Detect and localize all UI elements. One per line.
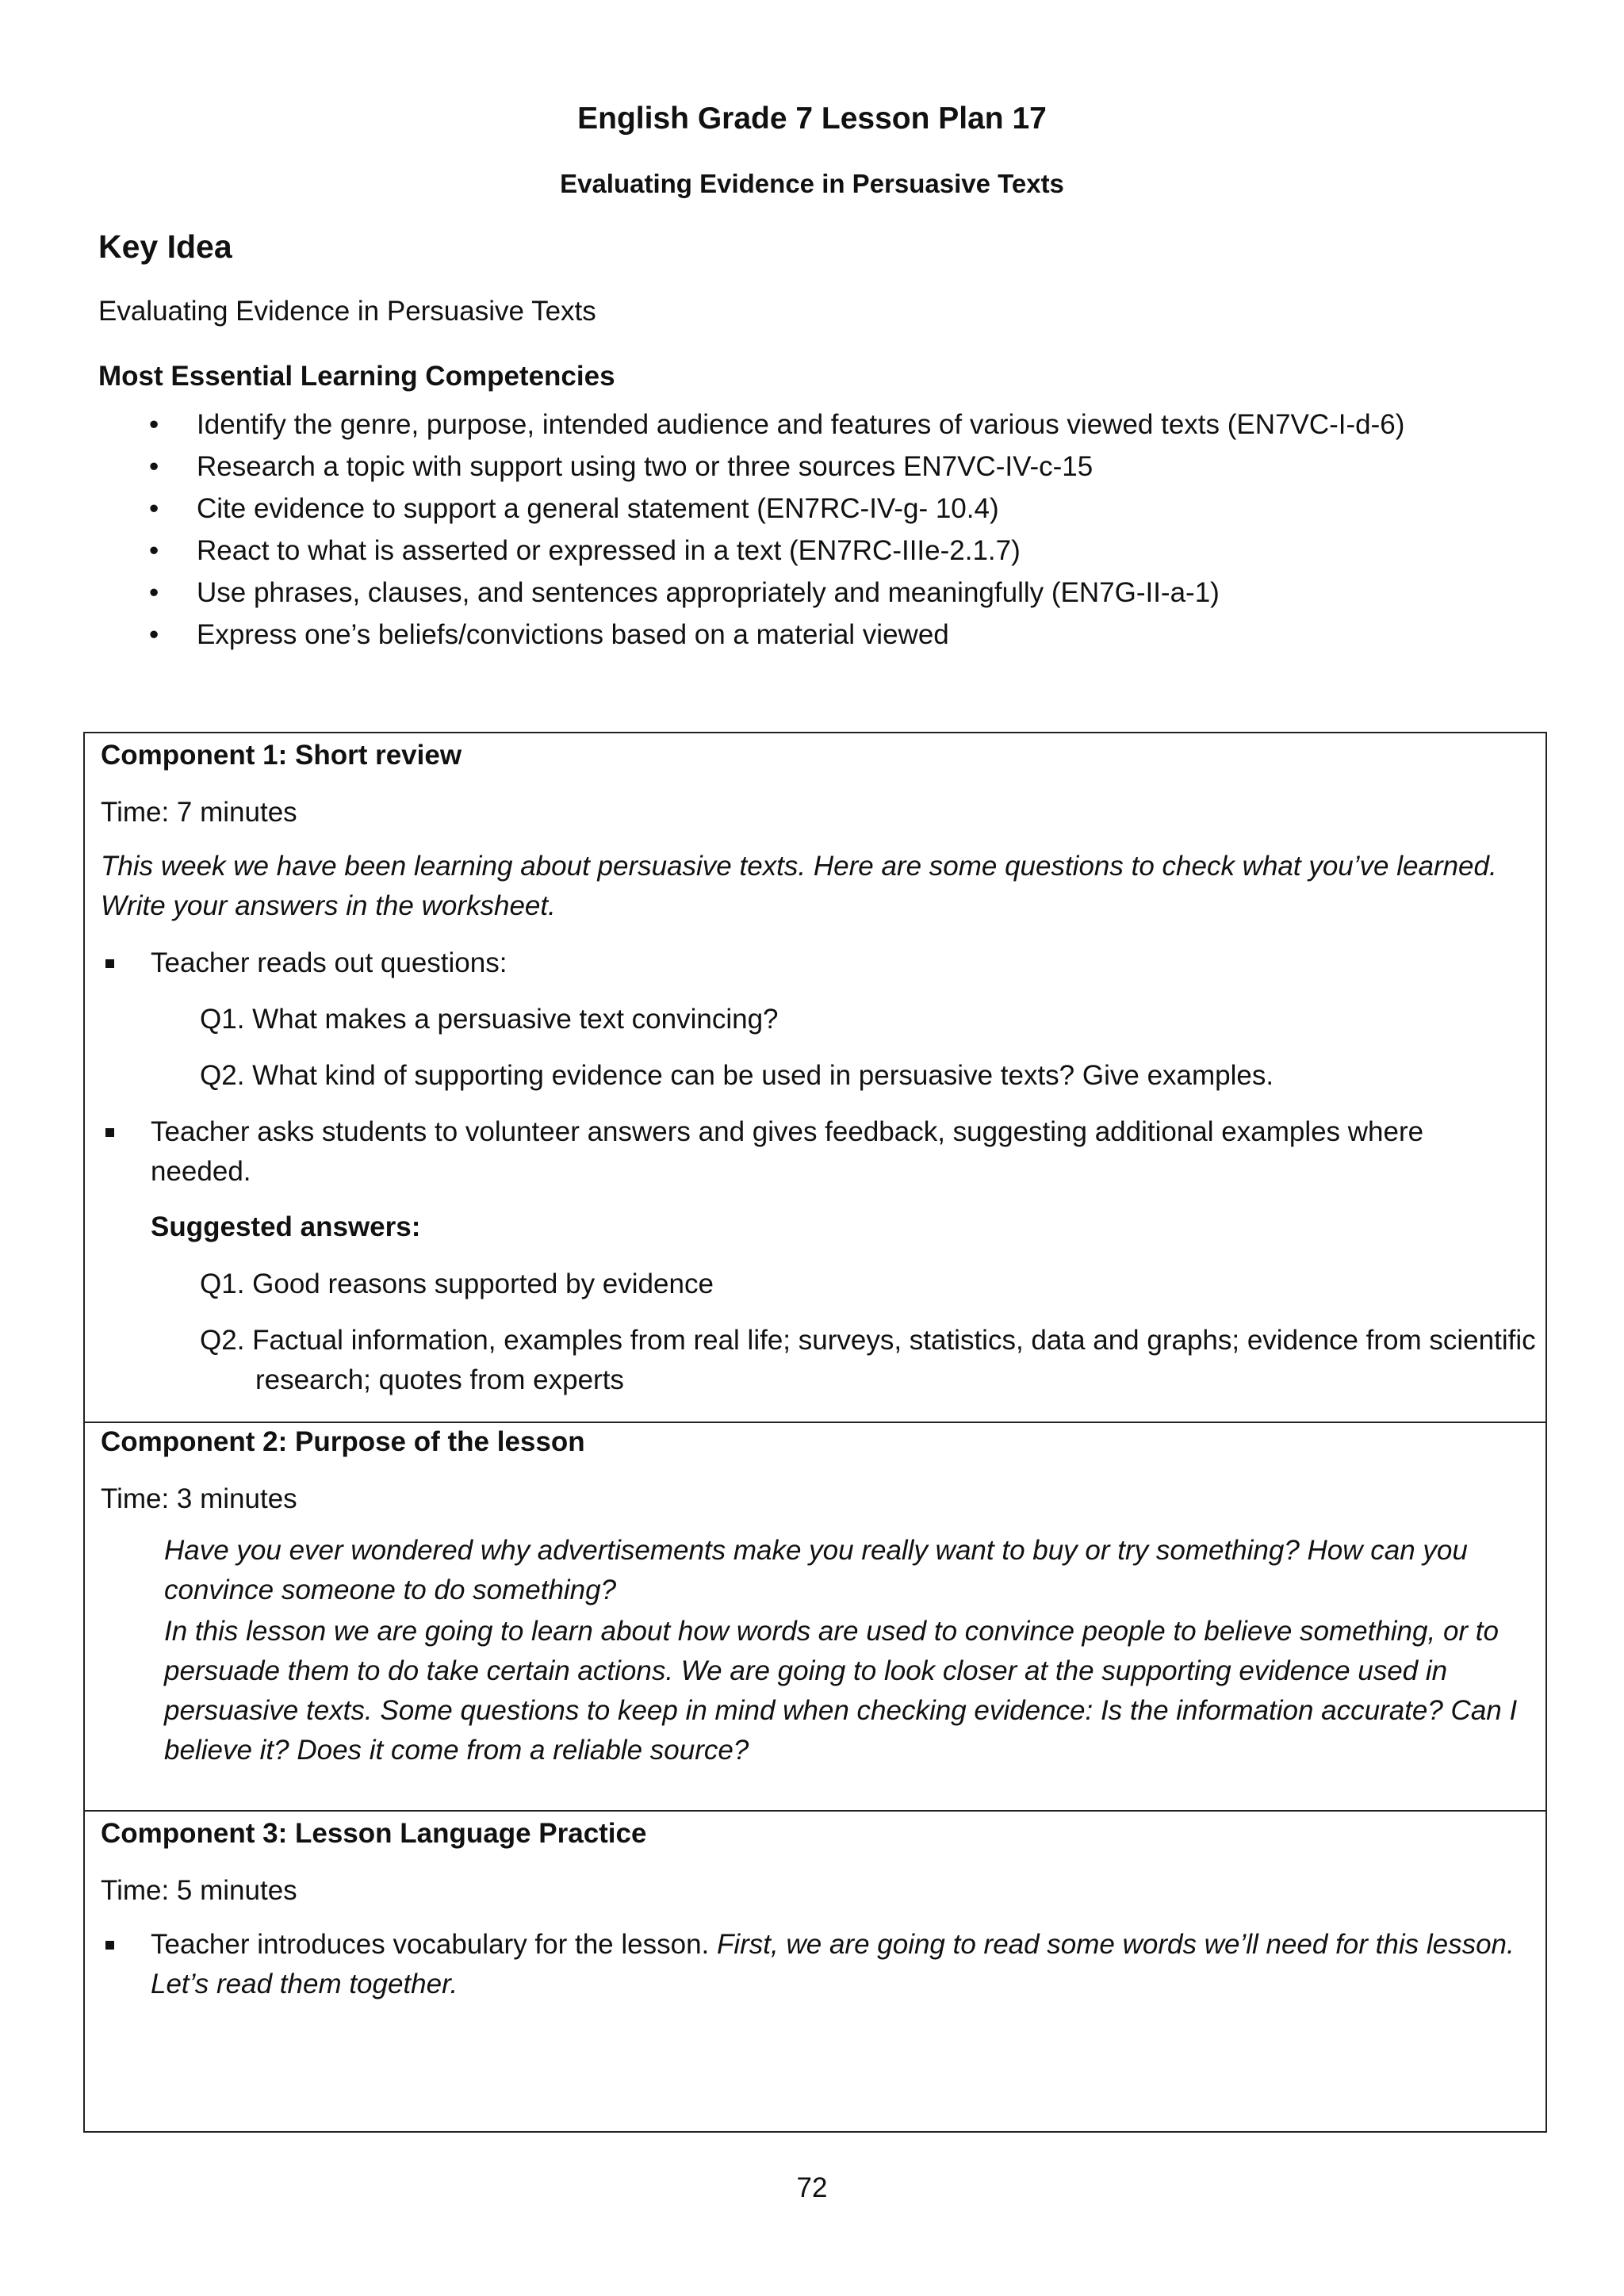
bullet-icon: •	[149, 451, 159, 482]
component-1-step-1: Teacher reads out questions:	[101, 943, 1528, 983]
answer-2: Q2. Factual information, examples from real life; surveys, statistics, data and graphs; evidence from scientific research; quotes from experts	[200, 1325, 1536, 1395]
key-idea-text: Evaluating Evidence in Persuasive Texts	[98, 296, 596, 327]
melc-item: • Express one’s beliefs/convictions based on a material viewed	[98, 614, 1494, 655]
page-title: English Grade 7 Lesson Plan 17	[577, 101, 1047, 136]
question-2: Q2. What kind of supporting evidence can be used in persuasive texts? Give examples.	[200, 1060, 1274, 1091]
suggested-answers-heading: Suggested answers:	[151, 1211, 421, 1242]
square-bullet-icon	[105, 959, 114, 968]
melc-item: • Cite evidence to support a general statement (EN7RC-IV-g- 10.4)	[98, 488, 1494, 529]
melc-list	[98, 404, 1494, 656]
component-1-step-2: Teacher asks students to volunteer answers and gives feedback, suggesting additional examples where needed.	[101, 1112, 1528, 1192]
melc-heading: Most Essential Learning Competencies	[98, 361, 615, 392]
melc-item: • Research a topic with support using two or three sources EN7VC-IV-c-15	[98, 446, 1494, 487]
melc-item: • Identify the genre, purpose, intended audience and features of various viewed texts (EN7VC-I-d-6)	[98, 404, 1494, 445]
component-1-time: Time: 7 minutes	[101, 797, 297, 828]
page-number: 72	[796, 2172, 828, 2203]
melc-item: • React to what is asserted or expressed in a text (EN7RC-IIIe-2.1.7)	[98, 530, 1494, 571]
component-3-time: Time: 5 minutes	[101, 1875, 297, 1906]
component-1-intro: This week we have been learning about persuasive texts. Here are some questions to check what you’ve learned. Write your answers in the worksheet.	[101, 851, 1497, 921]
bullet-icon: •	[149, 619, 159, 650]
bullet-icon: •	[149, 577, 159, 608]
component-2-paragraph-2: In this lesson we are going to learn about how words are used to convince people to believe something, or to persuade them to do take certain actions. We are going to look closer at the supporting evidence used in persuasive texts. Some questions to keep in mind when checking evidence: Is the information accurate? Can I believe it? Does it come from a reliable source?	[164, 1616, 1518, 1766]
component-2-time: Time: 3 minutes	[101, 1483, 297, 1514]
component-3-title: Component 3: Lesson Language Practice	[101, 1818, 647, 1849]
component-3-step-1: Teacher introduces vocabulary for the lesson. First, we are going to read some words we’ll need for this lesson. Let’s read them together.	[101, 1925, 1528, 2004]
bullet-icon: •	[149, 535, 159, 566]
component-1-title: Component 1: Short review	[101, 740, 462, 771]
answer-1: Q1. Good reasons supported by evidence	[200, 1269, 714, 1299]
component-1	[85, 733, 1545, 1423]
square-bullet-icon	[105, 1941, 114, 1950]
component-2-title: Component 2: Purpose of the lesson	[101, 1426, 585, 1457]
component-2-paragraph-1: Have you ever wondered why advertisements make you really want to buy or try something? How can you convince someone to do something?	[164, 1535, 1468, 1605]
square-bullet-icon	[105, 1128, 114, 1137]
melc-item: • Use phrases, clauses, and sentences appropriately and meaningfully (EN7G-II-a-1)	[98, 572, 1494, 613]
page-subtitle: Evaluating Evidence in Persuasive Texts	[560, 169, 1064, 198]
key-idea-heading: Key Idea	[98, 228, 232, 265]
question-1: Q1. What makes a persuasive text convincing?	[200, 1004, 779, 1035]
bullet-icon: •	[149, 409, 159, 440]
bullet-icon: •	[149, 493, 159, 524]
lesson-components-table	[83, 732, 1547, 2133]
component-2	[85, 1423, 1545, 1812]
component-3	[85, 1812, 1545, 2133]
